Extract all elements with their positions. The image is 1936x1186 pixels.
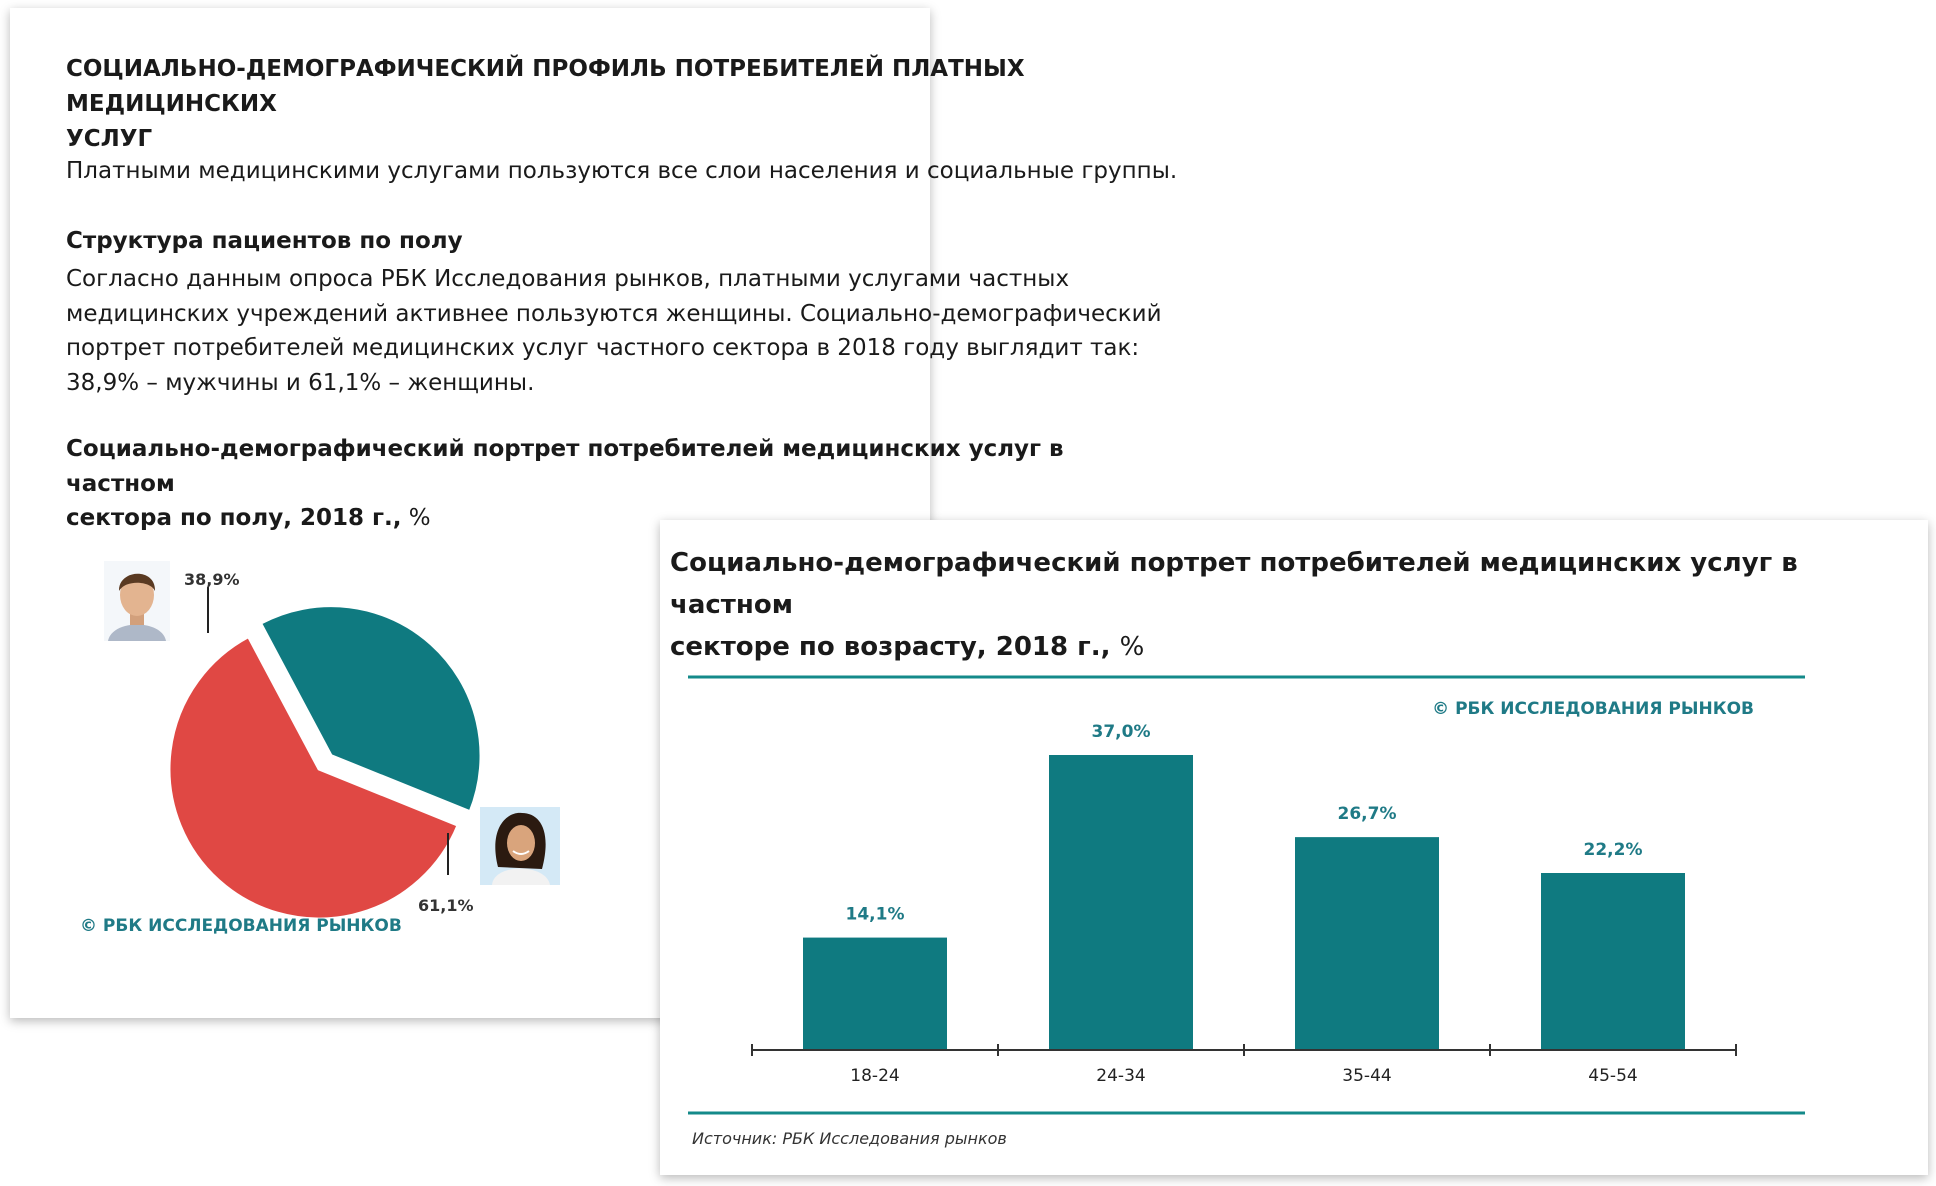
pie-caption-unit: % (408, 505, 431, 531)
bar-18-24 (803, 938, 947, 1050)
x-tick-label: 24-34 (1096, 1066, 1146, 1086)
x-tick-label: 45-54 (1588, 1066, 1638, 1086)
document-title-line: УСЛУГ (66, 126, 153, 152)
pie-label-female: 61,1% (418, 896, 474, 915)
document-title (66, 52, 1166, 157)
x-tick-label: 35-44 (1342, 1066, 1392, 1086)
bar-source-mark: © РБК ИССЛЕДОВАНИЯ РЫНКОВ (1432, 699, 1754, 719)
section-heading: Структура пациентов по полу (66, 228, 463, 254)
pie-caption-line: сектора по полу, 2018 г., (66, 505, 402, 531)
bar-value-label: 14,1% (845, 904, 905, 925)
gender-pie-chart (80, 555, 500, 935)
pie-label-male: 38,9% (184, 570, 240, 589)
section-body-line: 38,9% – мужчины и 61,1% – женщины. (66, 369, 535, 396)
age-card (660, 520, 1928, 1175)
section-body-line: портрет потребителей медицинских услуг частного сектора в 2018 году выглядит так: (66, 335, 1140, 361)
bar-24-34 (1049, 755, 1193, 1050)
pie-slices (169, 606, 481, 919)
bar-value-label: 37,0% (1091, 722, 1151, 742)
age-bar-chart (660, 520, 1928, 1175)
bar-35-44 (1295, 837, 1439, 1050)
intro-paragraph: Платными медицинскими услугами пользуются все слои населения и социальные группы. (66, 158, 1178, 184)
male-avatar-icon (104, 561, 170, 641)
pie-source-mark: © РБК ИССЛЕДОВАНИЯ РЫНКОВ (80, 916, 402, 936)
bar-value-label: 26,7% (1337, 804, 1397, 825)
bar-title-line: Социально-демографический портрет потребителей медицинских услуг в частном (670, 548, 1798, 620)
section-body-line: медицинских учреждений активнее пользуются женщины. Социально-демографический (66, 300, 1162, 327)
section-body-line: Согласно данным опроса РБК Исследования рынков, платными услугами частных (66, 266, 1070, 292)
x-tick-label: 18-24 (850, 1066, 900, 1086)
source-note: Источник: РБК Исследования рынков (692, 1129, 1007, 1148)
bars (803, 722, 1685, 1050)
bar-title-line: секторе по возрасту, 2018 г., (670, 632, 1111, 662)
section-body (66, 262, 1186, 400)
female-avatar-icon (480, 807, 560, 885)
document-title-line: СОЦИАЛЬНО-ДЕМОГРАФИЧЕСКИЙ ПРОФИЛЬ ПОТРЕБИТЕЛЕЙ ПЛАТНЫХ МЕДИЦИНСКИХ (66, 56, 1025, 117)
pie-caption-line: Социально-демографический портрет потребителей медицинских услуг в частном (66, 436, 1064, 497)
bar-title-unit: % (1119, 632, 1145, 662)
bar-45-54 (1541, 873, 1685, 1050)
bar-value-label: 22,2% (1583, 840, 1643, 860)
